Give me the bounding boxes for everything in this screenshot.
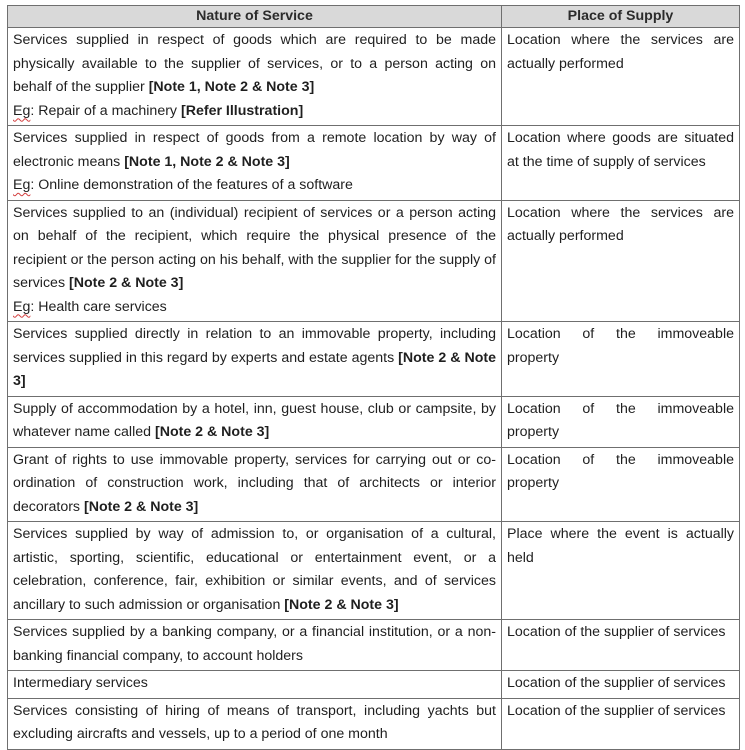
service-cell: [8, 28, 502, 126]
service-text: Services supplied to an (individual) recipient of services or a person acting on behalf of the recipient, which require the physical presence of the recipient or the person acting on his behalf, with the supplier for the supply of services: [13, 204, 496, 291]
service-cell: Services supplied by a banking company, or a financial institution, or a non-banking financial company, to account holders: [8, 620, 502, 671]
service-cell: Intermediary services: [8, 671, 502, 699]
place-cell: Location of the immoveable property: [502, 447, 740, 522]
table-row: [8, 447, 740, 522]
place-cell: Location where goods are situated at the time of supply of services: [502, 126, 740, 201]
table-row: [8, 671, 740, 699]
service-cell: Services consisting of hiring of means of transport, including yachts but excluding aircrafts and vessels, up to a period of one month: [8, 698, 502, 749]
place-cell: Place where the event is actually held: [502, 522, 740, 620]
header-place-of-supply: Place of Supply: [502, 6, 740, 28]
place-cell: Location of the immoveable property: [502, 396, 740, 447]
table-row: [8, 200, 740, 322]
example-text: : Repair of a machinery: [30, 102, 178, 119]
eg-label: Eg: [13, 177, 31, 193]
table-row: [8, 620, 740, 671]
header-nature-of-service: Nature of Service: [8, 6, 502, 28]
note-reference: [Note 1, Note 2 & Note 3]: [148, 79, 315, 95]
table-row: [8, 396, 740, 447]
eg-label: Eg: [13, 298, 31, 315]
example-text: : Health care services: [30, 298, 167, 315]
note-reference: [Note 2 & Note 3]: [83, 498, 199, 515]
service-cell: [8, 126, 502, 201]
service-text: Services supplied directly in relation to an immovable property, including services supplied in this regard by experts and estate agents: [13, 326, 496, 366]
service-cell: [8, 447, 502, 522]
table-row: [8, 28, 740, 126]
service-cell: [8, 200, 502, 322]
note-reference: [Note 1, Note 2 & Note 3]: [124, 153, 290, 170]
table-row: [8, 522, 740, 620]
note-reference: [Note 2 & Note 3]: [154, 424, 270, 440]
eg-label: Eg: [13, 102, 31, 119]
note-reference: [Note 2 & Note 3]: [284, 596, 399, 613]
table-row: [8, 698, 740, 749]
note-reference: [Note 2 & Note 3]: [13, 349, 496, 389]
example-text: : Online demonstration of the features of a software: [30, 177, 353, 193]
service-text: Grant of rights to use immovable property, services for carrying out or co-ordination of construction work, including that of architects or interior decorators: [13, 451, 496, 515]
service-text: Services supplied in respect of goods which are required to be made physically available to the supplier of services, or to a person acting on behalf of the supplier: [13, 32, 496, 95]
service-cell: [8, 322, 502, 397]
note-reference: [Note 2 & Note 3]: [69, 275, 184, 291]
illustration-reference: [Refer Illustration]: [180, 102, 304, 119]
place-cell: Location where the services are actually performed: [502, 28, 740, 126]
place-cell: Location where the services are actually performed: [502, 200, 740, 322]
service-text: Services supplied in respect of goods from a remote location by way of electronic means: [13, 130, 496, 170]
place-cell: Location of the supplier of services: [502, 698, 740, 749]
service-cell: [8, 396, 502, 447]
place-of-supply-table: [7, 5, 740, 750]
place-cell: Location of the supplier of services: [502, 671, 740, 699]
table-row: [8, 126, 740, 201]
service-text: Supply of accommodation by a hotel, inn, guest house, club or campsite, by whatever name called: [13, 400, 496, 440]
place-cell: Location of the supplier of services: [502, 620, 740, 671]
service-cell: [8, 522, 502, 620]
table-row: [8, 322, 740, 397]
service-text: Services supplied by way of admission to, or organisation of a cultural, artistic, sporting, scientific, educational or entertainment event, or a celebration, conference, fair, exhibition or similar events, and of services ancillary to such admission or organisation: [13, 526, 496, 613]
header-row: [8, 6, 740, 28]
place-cell: Location of the immoveable property: [502, 322, 740, 397]
